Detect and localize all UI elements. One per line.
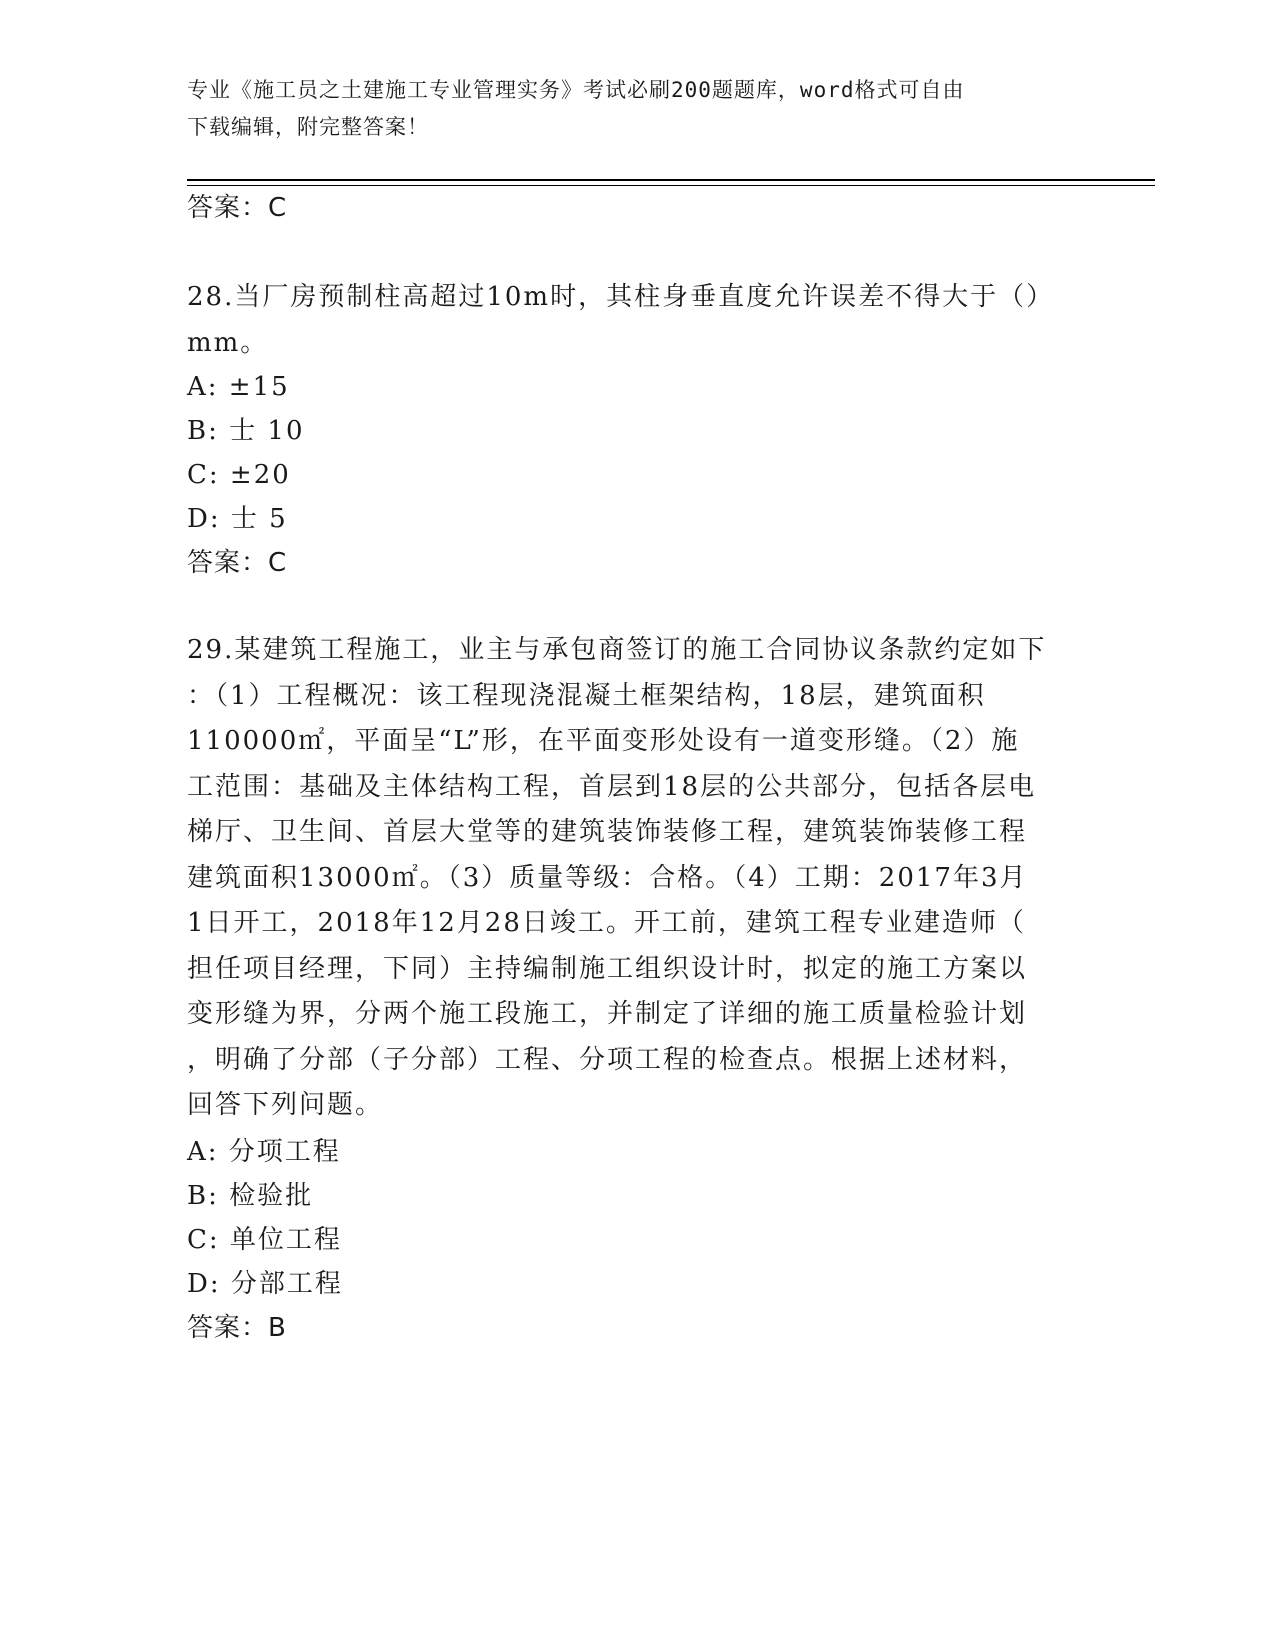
header-line-1: 专业《施工员之土建施工专业管理实务》考试必刷200题题库，word格式可自由 (187, 78, 965, 102)
question-28-option-a: A: ±15 (187, 372, 290, 402)
question-29-line: 建筑面积13000㎡。（3）质量等级：合格。（4）工期：2017年3月 (187, 862, 1028, 893)
question-29-answer: 答案：B (187, 1313, 287, 1343)
header-line-2: 下载编辑，附完整答案！ (187, 115, 429, 139)
question-29-line: 29.某建筑工程施工，业主与承包商签订的施工合同协议条款约定如下 (187, 635, 1047, 665)
question-28-line: mm。 (187, 327, 269, 358)
question-29-line: 1日开工，2018年12月28日竣工。开工前，建筑工程专业建造师（ (187, 908, 1026, 938)
question-28-option-c: C: ±20 (187, 460, 291, 490)
question-28-line: 28.当厂房预制柱高超过10m时，其柱身垂直度允许误差不得大于（） (187, 282, 1055, 312)
question-28-option-b: B: 士 10 (187, 416, 305, 446)
question-29-line: ：（1）工程概况：该工程现浇混凝土框架结构，18层，建筑面积 (187, 680, 986, 711)
question-29-line: 回答下列问题。 (187, 1090, 384, 1120)
question-29-option-d: D: 分部工程 (187, 1269, 343, 1299)
question-29-option-c: C: 单位工程 (187, 1225, 342, 1255)
question-29-line: 110000㎡，平面呈“L”形，在平面变形处设有一道变形缝。（2）施 (187, 726, 1020, 756)
question-29-option-a: A: 分项工程 (187, 1137, 341, 1167)
header-rule-thin (187, 185, 1155, 186)
question-28-text (187, 275, 1072, 366)
header-rule-thick (187, 179, 1155, 181)
question-28-option-d: D: 士 5 (187, 504, 288, 534)
question-29-text (187, 628, 1072, 1129)
question-29-line: 工范围：基础及主体结构工程，首层到18层的公共部分，包括各层电 (187, 771, 1037, 802)
question-29-line: 担任项目经理，下同）主持编制施工组织设计时，拟定的施工方案以 (187, 953, 1028, 984)
previous-answer: 答案：C (187, 193, 288, 223)
question-29-line: 梯厅、卫生间、首层大堂等的建筑装饰装修工程，建筑装饰装修工程 (187, 817, 1028, 847)
document-header (187, 72, 1067, 146)
question-28-answer: 答案：C (187, 548, 288, 578)
question-29-line: ，明确了分部（子分部）工程、分项工程的检查点。根据上述材料， (187, 1044, 1028, 1075)
question-29-option-b: B: 检验批 (187, 1181, 314, 1211)
question-29-line: 变形缝为界，分两个施工段施工，并制定了详细的施工质量检验计划 (187, 999, 1028, 1029)
